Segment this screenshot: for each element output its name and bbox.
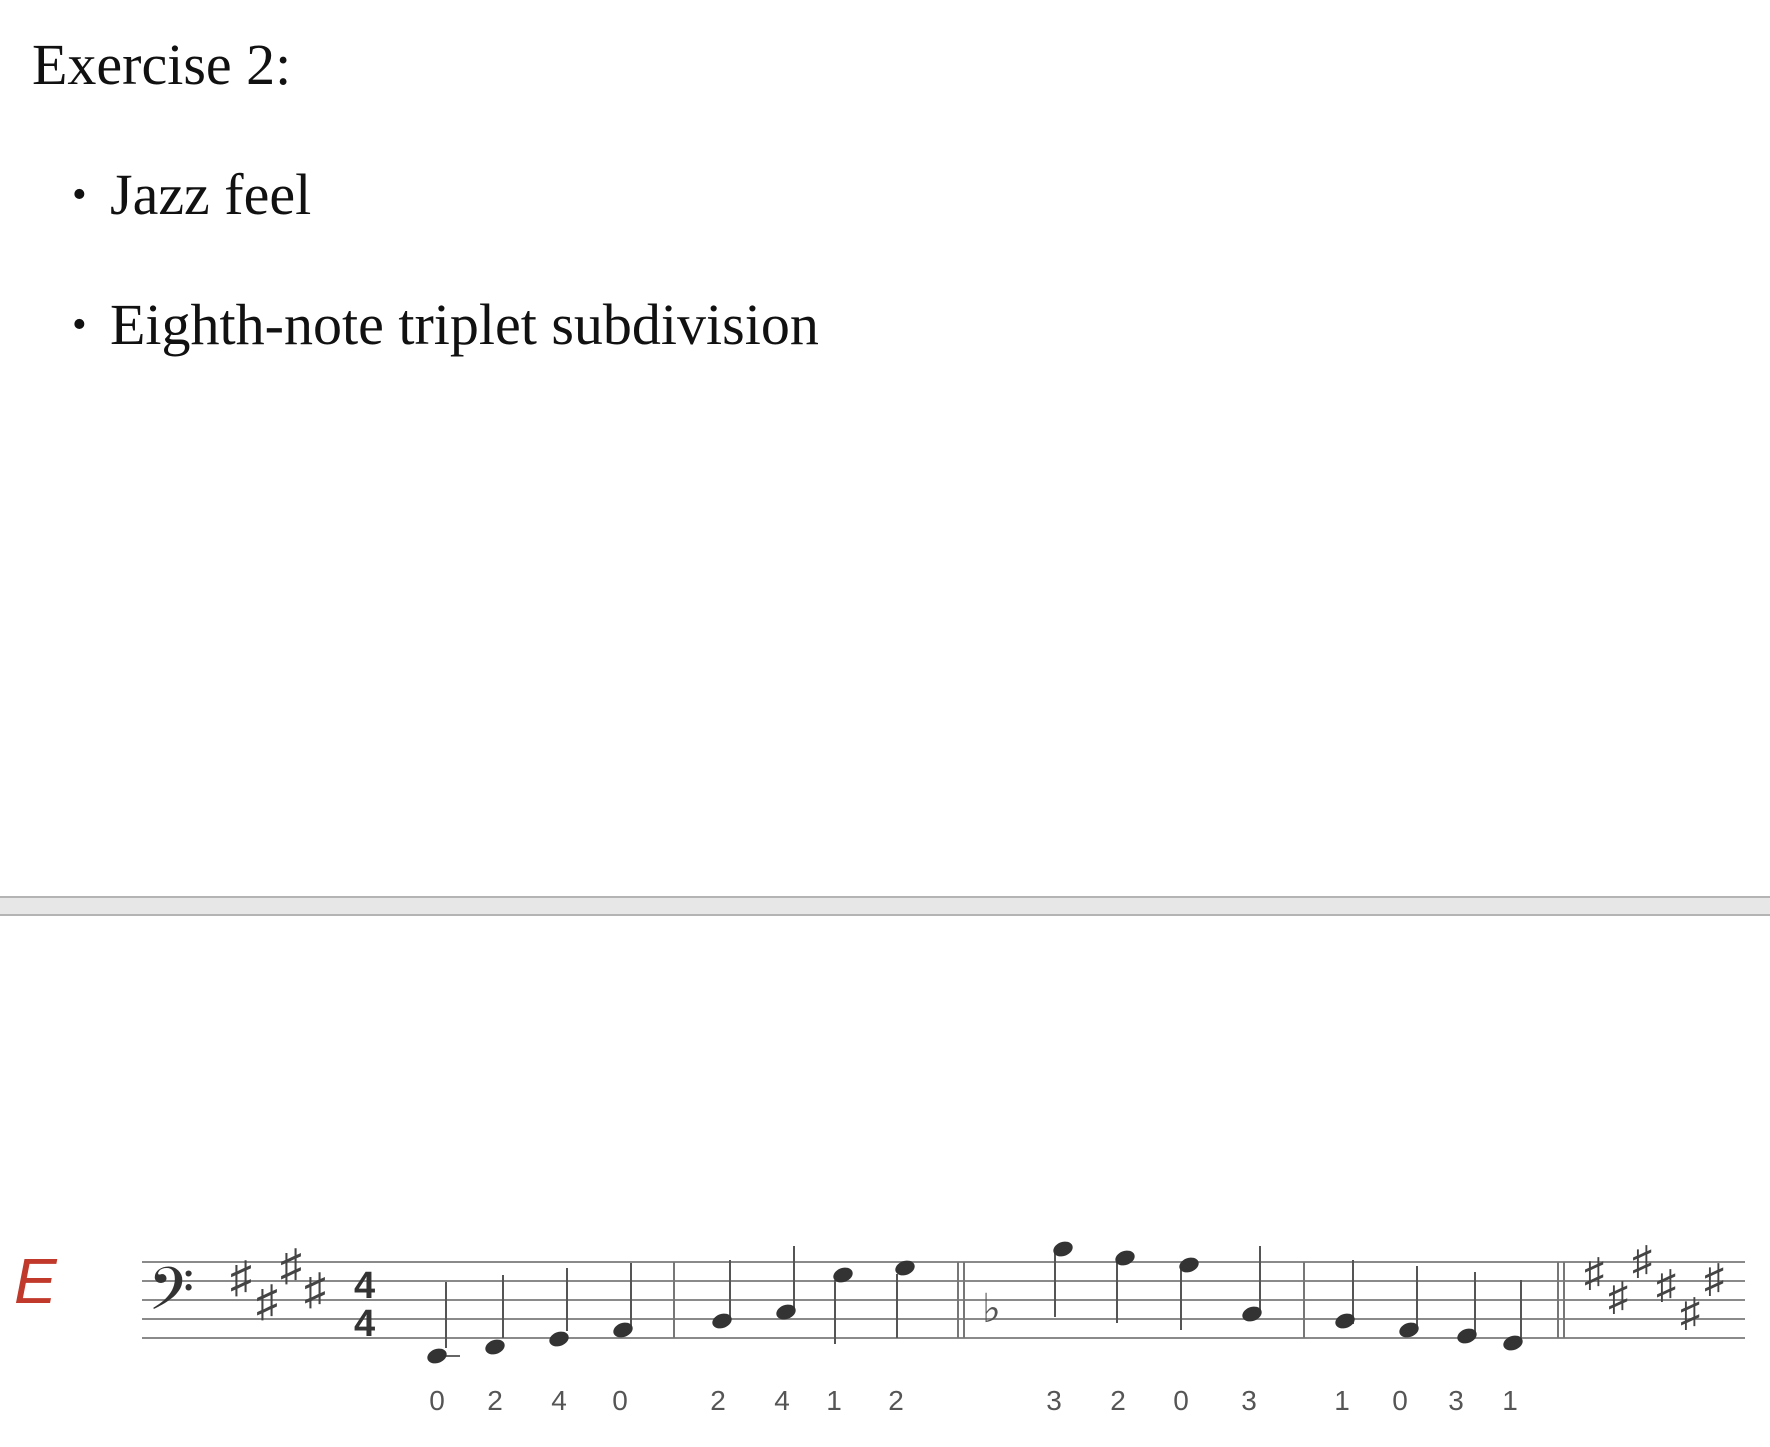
fingering-number: 0 <box>429 1385 445 1416</box>
bullet-list <box>72 160 819 420</box>
fingering-number: 4 <box>774 1385 790 1416</box>
annotation-letter: E <box>14 1245 57 1317</box>
fingering-number: 3 <box>1241 1385 1257 1416</box>
fingering-number: 1 <box>1502 1385 1518 1416</box>
fingering-number: 4 <box>551 1385 567 1416</box>
bullet-label: Jazz feel <box>110 162 312 227</box>
staff-lines <box>142 1262 1745 1338</box>
bullet-label: Eighth-note triplet subdivision <box>110 292 819 357</box>
sharp-icon: ♯ <box>230 1253 252 1302</box>
fingering-number: 2 <box>487 1385 503 1416</box>
flat-icon: ♭ <box>982 1287 1001 1331</box>
fingering-number: 0 <box>1173 1385 1189 1416</box>
music-score <box>0 1180 1770 1442</box>
exercise-title: Exercise 2: <box>32 32 292 97</box>
note-head <box>483 1337 507 1357</box>
fingering-number: 3 <box>1046 1385 1062 1416</box>
score-region <box>0 1180 1770 1442</box>
bass-clef-icon: 𝄢 <box>148 1257 195 1337</box>
fingering-number: 2 <box>1110 1385 1126 1416</box>
fingering-number: 0 <box>1392 1385 1408 1416</box>
sharp-icon: ♯ <box>1704 1257 1724 1301</box>
sharp-icon: ♯ <box>1680 1291 1700 1335</box>
sharp-icon: ♯ <box>280 1241 302 1290</box>
bullet-item <box>72 290 819 420</box>
note-head <box>425 1346 449 1366</box>
fingering-number: 2 <box>710 1385 726 1416</box>
fingering-number: 3 <box>1448 1385 1464 1416</box>
sharp-icon: ♯ <box>304 1265 326 1314</box>
bullet-icon: • <box>72 172 87 218</box>
sharp-icon: ♯ <box>256 1277 278 1326</box>
note-head <box>547 1329 571 1349</box>
pane-divider[interactable] <box>0 896 1770 916</box>
bullet-item <box>72 160 819 290</box>
time-signature-top: 4 <box>354 1265 376 1307</box>
fingering-number: 2 <box>888 1385 904 1416</box>
sharp-icon: ♯ <box>1632 1239 1652 1283</box>
sharp-icon: ♯ <box>1584 1251 1604 1295</box>
fingering-number: 1 <box>1334 1385 1350 1416</box>
fingering-number: 1 <box>826 1385 842 1416</box>
fingering-number: 0 <box>612 1385 628 1416</box>
time-signature-bottom: 4 <box>354 1303 376 1345</box>
bullet-icon: • <box>72 302 87 348</box>
sharp-icon: ♯ <box>1608 1275 1628 1319</box>
sharp-icon: ♯ <box>1656 1263 1676 1307</box>
